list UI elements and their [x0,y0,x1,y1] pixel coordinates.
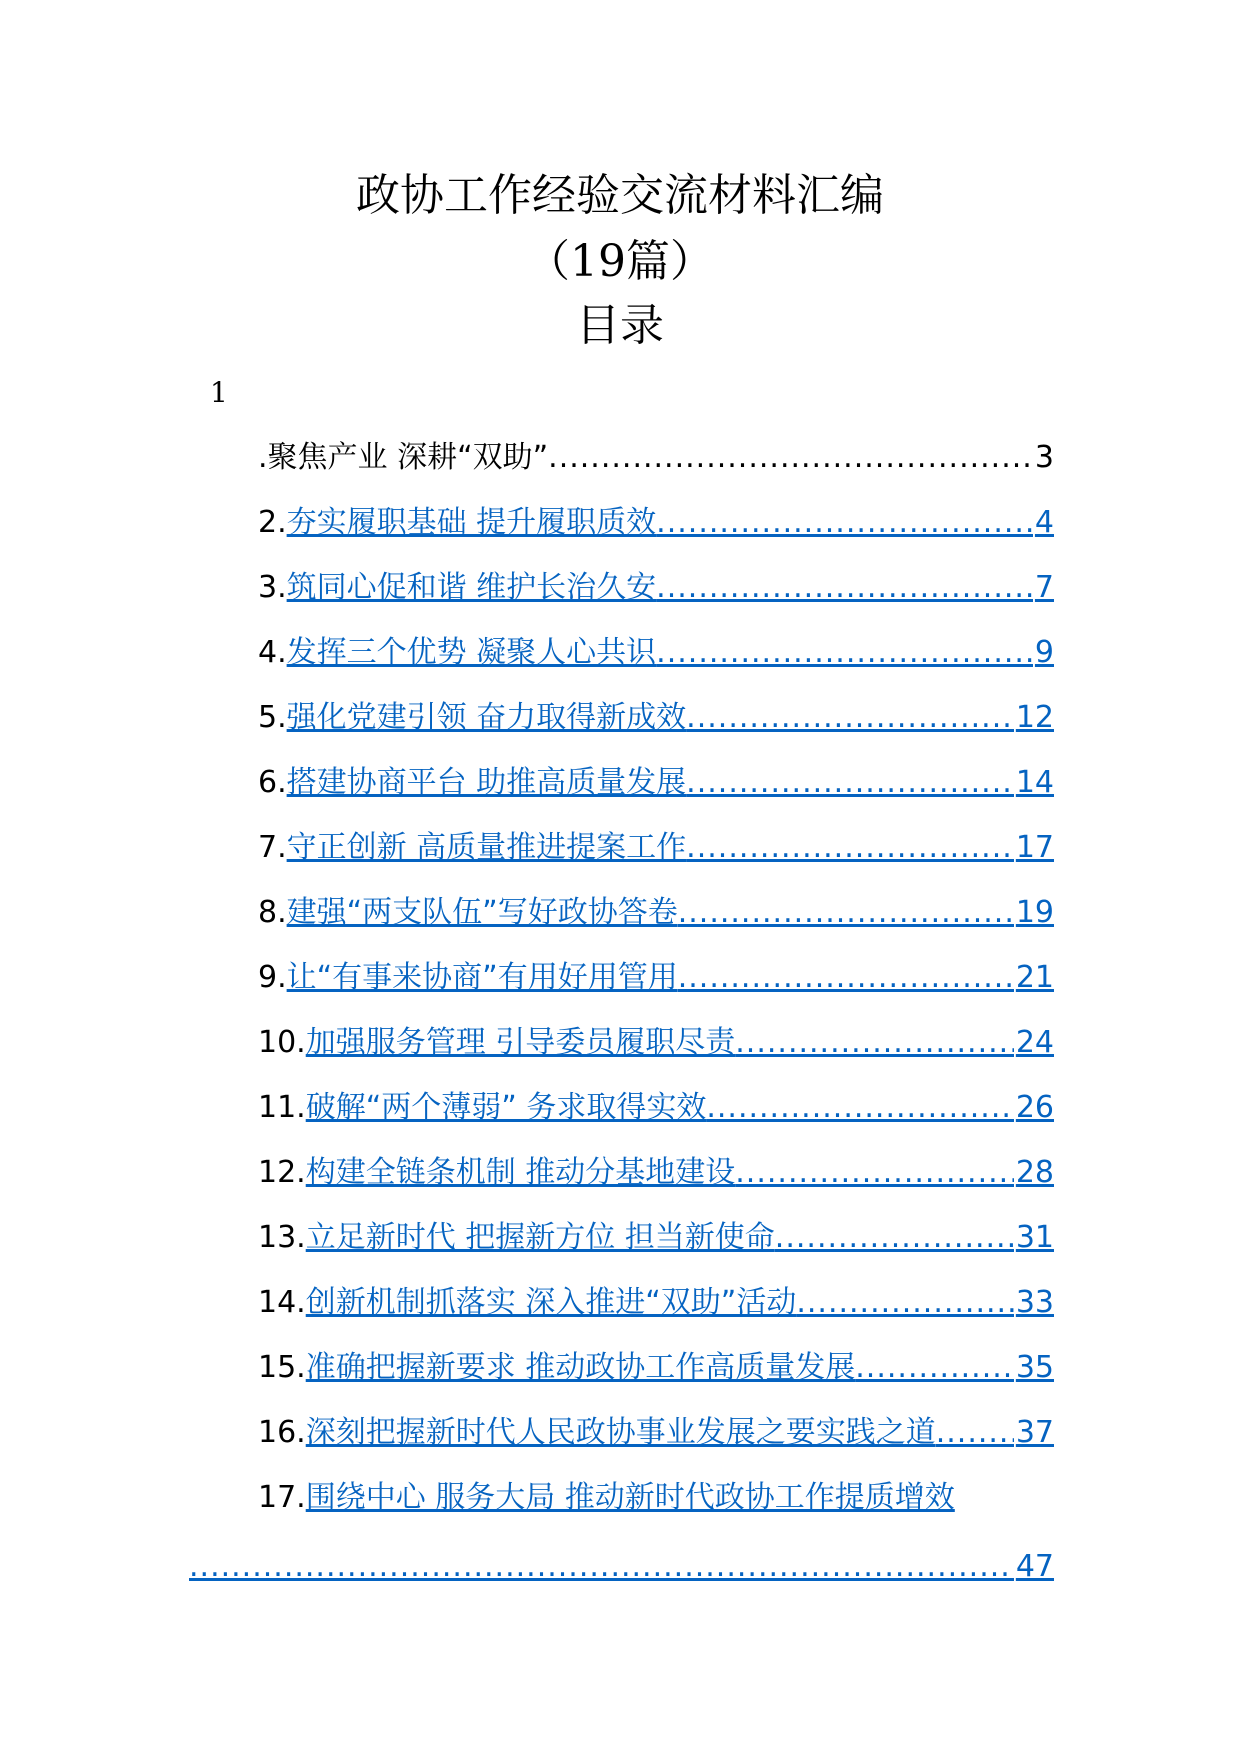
toc-leader-dots [656,505,1033,540]
toc-entry-page: 12 [1015,700,1054,735]
toc-entry-page: 3 [1034,440,1054,475]
toc-entry-link[interactable] [306,1017,1054,1061]
toc-entry-page: 33 [1015,1285,1054,1320]
table-of-contents [258,432,1054,1537]
toc-entry-link[interactable] [306,1212,1054,1256]
toc-entry [258,1342,1054,1407]
toc-entry-title: 守正创新 高质量推进提案工作 [286,830,687,865]
toc-leader-dots [548,440,1033,475]
toc-entry-page: 37 [1015,1415,1054,1450]
toc-entry-page: 47 [1015,1549,1054,1584]
toc-entry-link[interactable] [287,757,1054,801]
toc-leader-dots [936,1415,1014,1450]
document-title: 政协工作经验交流材料汇编 [356,170,884,221]
toc-entry-page: 9 [1034,635,1054,670]
toc-entry-17-continuation[interactable] [189,1549,1054,1584]
toc-entry-page: 7 [1034,570,1054,605]
toc-entry-title: 构建全链条机制 推动分基地建设 [305,1155,736,1190]
toc-entry-title: 围绕中心 服务大局 推动新时代政协工作提质增效 [305,1480,955,1515]
toc-entry-title: 深刻把握新时代人民政协事业发展之要实践之道 [305,1415,936,1450]
toc-entry-link[interactable] [287,952,1054,996]
toc-entry-title: 发挥三个优势 凝聚人心共识 [286,635,657,670]
toc-entry-page: 26 [1015,1090,1054,1125]
toc-entry-title: .聚焦产业 深耕“双助” [258,440,549,475]
toc-entry-index: 5. [258,700,287,735]
toc-entry-link[interactable] [306,1472,1054,1516]
toc-entry-title: 搭建协商平台 助推高质量发展 [286,765,687,800]
toc-entry-index: 7. [258,830,287,865]
toc-entry-link[interactable] [287,822,1054,866]
toc-entry-index: 16. [258,1415,306,1450]
toc-entry [258,497,1054,562]
toc-entry-link[interactable] [306,1147,1054,1191]
toc-entry-page: 31 [1015,1220,1054,1255]
toc-entry-link[interactable] [287,562,1054,606]
toc-entry-link[interactable] [287,887,1054,931]
toc-leader-dots [735,1025,1014,1060]
toc-entry-title: 创新机制抓落实 深入推进“双助”活动 [305,1285,797,1320]
stray-number: 1 [210,376,228,409]
toc-entry [258,562,1054,627]
toc-entry-link[interactable] [306,1342,1054,1386]
toc-entry [258,432,1054,497]
toc-entry-index: 6. [258,765,287,800]
toc-entry-title: 筑同心促和谐 维护长治久安 [286,570,657,605]
toc-entry-link[interactable] [287,692,1054,736]
toc-entry-title: 建强“两支队伍”写好政协答卷 [286,895,678,930]
toc-entry [258,1277,1054,1342]
toc-entry [258,1147,1054,1212]
toc-leader-dots [796,1285,1013,1320]
toc-entry-index: 12. [258,1155,306,1190]
toc-entry-link[interactable] [287,627,1054,671]
toc-entry-index: 17. [258,1480,306,1515]
toc-leader-dots [678,960,1014,995]
toc-entry-title: 夯实履职基础 提升履职质效 [286,505,657,540]
toc-entry-page: 21 [1015,960,1054,995]
toc-leader-dots [656,635,1033,670]
toc-leader-dots [678,895,1014,930]
toc-leader-dots [656,570,1033,605]
toc-entry-page: 4 [1034,505,1054,540]
toc-entry-title: 强化党建引领 奋力取得新成效 [286,700,687,735]
toc-entry-index: 13. [258,1220,306,1255]
toc-heading: 目录 [576,300,664,351]
toc-entry [258,822,1054,887]
toc-entry-title: 破解“两个薄弱” 务求取得实效 [305,1090,707,1125]
toc-entry [258,952,1054,1017]
toc-entry-page: 19 [1015,895,1054,930]
toc-entry [258,1017,1054,1082]
toc-entry-index: 2. [258,505,287,540]
toc-entry [258,1472,1054,1537]
toc-entry [258,692,1054,757]
toc-leader-dots [686,830,1014,865]
toc-entry-page: 17 [1015,830,1054,865]
toc-entry-title: 让“有事来协商”有用好用管用 [286,960,678,995]
toc-entry-link[interactable] [306,1082,1054,1126]
document-subtitle [0,236,1240,287]
toc-entry-index: 4. [258,635,287,670]
toc-leader-dots [735,1155,1014,1190]
subtitle-unit: 篇 [626,236,670,287]
toc-leader-dots [189,1549,1014,1584]
toc-entry-index: 15. [258,1350,306,1385]
toc-entry [258,627,1054,692]
toc-entry-page: 14 [1015,765,1054,800]
toc-entry-link[interactable] [287,497,1054,541]
toc-entry [258,757,1054,822]
subtitle-close-paren: ） [670,236,714,287]
toc-leader-dots [686,765,1014,800]
toc-entry-index: 14. [258,1285,306,1320]
toc-entry-page: 35 [1015,1350,1054,1385]
toc-entry [258,1407,1054,1472]
subtitle-count: 19 [570,236,626,287]
toc-entry-title: 加强服务管理 引导委员履职尽责 [305,1025,736,1060]
toc-entry-link[interactable] [306,1277,1054,1321]
toc-leader-dots [686,700,1014,735]
toc-entry-index: 9. [258,960,287,995]
toc-entry-link[interactable] [258,432,1054,476]
toc-leader-dots [775,1220,1014,1255]
toc-leader-dots [855,1350,1014,1385]
toc-entry-index: 11. [258,1090,306,1125]
subtitle-open-paren: （ [526,236,570,287]
toc-entry-page: 28 [1015,1155,1054,1190]
toc-entry-page: 24 [1015,1025,1054,1060]
toc-entry-index: 8. [258,895,287,930]
toc-entry [258,1212,1054,1277]
toc-entry-link[interactable] [306,1407,1054,1451]
toc-entry [258,887,1054,952]
toc-leader-dots [706,1090,1013,1125]
toc-entry-index: 3. [258,570,287,605]
toc-entry-index: 10. [258,1025,306,1060]
toc-entry-title: 立足新时代 把握新方位 担当新使命 [305,1220,775,1255]
toc-entry-title: 准确把握新要求 推动政协工作高质量发展 [305,1350,856,1385]
toc-entry [258,1082,1054,1147]
